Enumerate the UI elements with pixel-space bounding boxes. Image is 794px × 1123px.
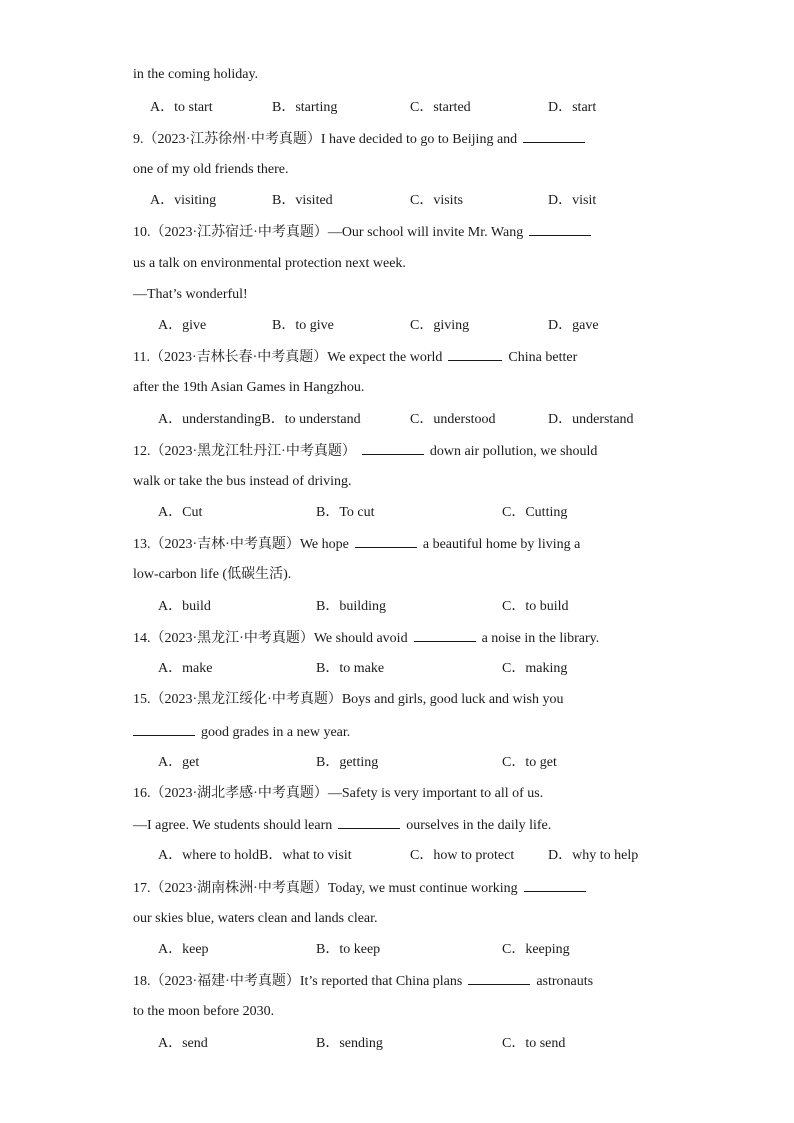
question-9-text: 9.（2023·江苏徐州·中考真题）I have decided to go to Beijing and bbox=[133, 132, 518, 147]
answer-blank bbox=[338, 816, 400, 829]
question-10-line2: us a talk on environmental protection next week. bbox=[133, 256, 406, 271]
question-17-text: 17.（2023·湖南株洲·中考真题）Today, we must continue working bbox=[133, 881, 518, 896]
option-a: A．Cut bbox=[158, 505, 203, 520]
answer-blank bbox=[529, 223, 591, 236]
question-12-text: 12.（2023·黑龙江牡丹江·中考真题） bbox=[133, 444, 356, 459]
question-10-line3: —That’s wonderful! bbox=[133, 287, 248, 302]
question-15-stem: 15.（2023·黑龙江绥化·中考真题）Boys and girls, good luck and wish you bbox=[133, 692, 564, 707]
question-11-text-end: China better bbox=[508, 350, 578, 365]
question-15-line2 bbox=[133, 723, 350, 742]
question-16-stem: 16.（2023·湖北孝感·中考真题）—Safety is very important to all of us. bbox=[133, 786, 544, 801]
option-b: B．building bbox=[316, 599, 387, 614]
answer-blank bbox=[355, 535, 417, 548]
option-d: D．start bbox=[548, 100, 597, 115]
option-b: B．starting bbox=[272, 100, 338, 115]
option-a: A．get bbox=[158, 755, 200, 770]
option-a: A．make bbox=[158, 661, 213, 676]
option-a-b: A．understandingB．to understand bbox=[158, 412, 361, 427]
option-c: C．to build bbox=[502, 599, 569, 614]
option-c: C．how to protect bbox=[410, 848, 515, 863]
question-16-text: —I agree. We students should learn bbox=[133, 818, 333, 833]
answer-blank bbox=[133, 723, 195, 736]
option-c: C．to send bbox=[502, 1036, 566, 1051]
option-c: C．Cutting bbox=[502, 505, 568, 520]
option-a: A．build bbox=[158, 599, 211, 614]
question-12-text-end: down air pollution, we should bbox=[429, 444, 598, 459]
answer-blank bbox=[362, 442, 424, 455]
question-10-text: 10.（2023·江苏宿迁·中考真题）—Our school will invite Mr. Wang bbox=[133, 225, 524, 240]
question-17-stem bbox=[133, 879, 592, 898]
option-b: B．sending bbox=[316, 1036, 383, 1051]
answer-blank bbox=[523, 130, 585, 143]
question-11-line2: after the 19th Asian Games in Hangzhou. bbox=[133, 380, 365, 395]
question-18-stem bbox=[133, 972, 593, 991]
question-8-stem: in the coming holiday. bbox=[133, 67, 259, 82]
question-18-line2: to the moon before 2030. bbox=[133, 1004, 275, 1019]
question-11-stem bbox=[133, 348, 577, 367]
option-d: D．visit bbox=[548, 193, 597, 208]
option-c: C．making bbox=[502, 661, 568, 676]
option-c: C．visits bbox=[410, 193, 463, 208]
option-c: C．started bbox=[410, 100, 471, 115]
question-9-line2: one of my old friends there. bbox=[133, 162, 289, 177]
option-b: B．visited bbox=[272, 193, 333, 208]
question-14-text: 14.（2023·黑龙江·中考真题）We should avoid bbox=[133, 631, 408, 646]
question-18-text: 18.（2023·福建·中考真题）It’s reported that China plans bbox=[133, 974, 463, 989]
option-a: A．to start bbox=[150, 100, 213, 115]
option-b: B．to make bbox=[316, 661, 385, 676]
question-12-stem bbox=[133, 442, 597, 461]
option-b: B．getting bbox=[316, 755, 379, 770]
option-b: B．To cut bbox=[316, 505, 375, 520]
answer-blank bbox=[414, 629, 476, 642]
question-17-line2: our skies blue, waters clean and lands clear. bbox=[133, 911, 378, 926]
question-14-stem bbox=[133, 629, 599, 648]
option-b: B．to keep bbox=[316, 942, 381, 957]
question-12-line2: walk or take the bus instead of driving. bbox=[133, 474, 352, 489]
option-a-b: A．where to holdB．what to visit bbox=[158, 848, 352, 863]
option-c: C．to get bbox=[502, 755, 557, 770]
question-13-text: 13.（2023·吉林·中考真题）We hope bbox=[133, 537, 349, 552]
answer-blank bbox=[448, 348, 502, 361]
question-13-line2: low-carbon life (低碳生活). bbox=[133, 567, 292, 582]
question-10-stem bbox=[133, 223, 597, 242]
question-15-text-end: good grades in a new year. bbox=[201, 725, 351, 740]
question-9-stem bbox=[133, 130, 591, 149]
option-b: B．to give bbox=[272, 318, 334, 333]
option-a: A．visiting bbox=[150, 193, 217, 208]
option-c: C．keeping bbox=[502, 942, 570, 957]
option-a: A．give bbox=[158, 318, 207, 333]
option-c: C．giving bbox=[410, 318, 470, 333]
option-c: C．understood bbox=[410, 412, 496, 427]
option-d: D．understand bbox=[548, 412, 634, 427]
option-a: A．send bbox=[158, 1036, 208, 1051]
question-14-text-end: a noise in the library. bbox=[481, 631, 600, 646]
question-11-text: 11.（2023·吉林长春·中考真题）We expect the world bbox=[133, 350, 443, 365]
option-d: D．gave bbox=[548, 318, 599, 333]
answer-blank bbox=[524, 879, 586, 892]
question-16-line2 bbox=[133, 816, 551, 835]
answer-blank bbox=[468, 972, 530, 985]
option-d: D．why to help bbox=[548, 848, 639, 863]
option-a: A．keep bbox=[158, 942, 209, 957]
question-16-text-end: ourselves in the daily life. bbox=[406, 818, 552, 833]
question-13-stem bbox=[133, 535, 580, 554]
question-18-text-end: astronauts bbox=[536, 974, 594, 989]
question-13-text-end: a beautiful home by living a bbox=[422, 537, 581, 552]
